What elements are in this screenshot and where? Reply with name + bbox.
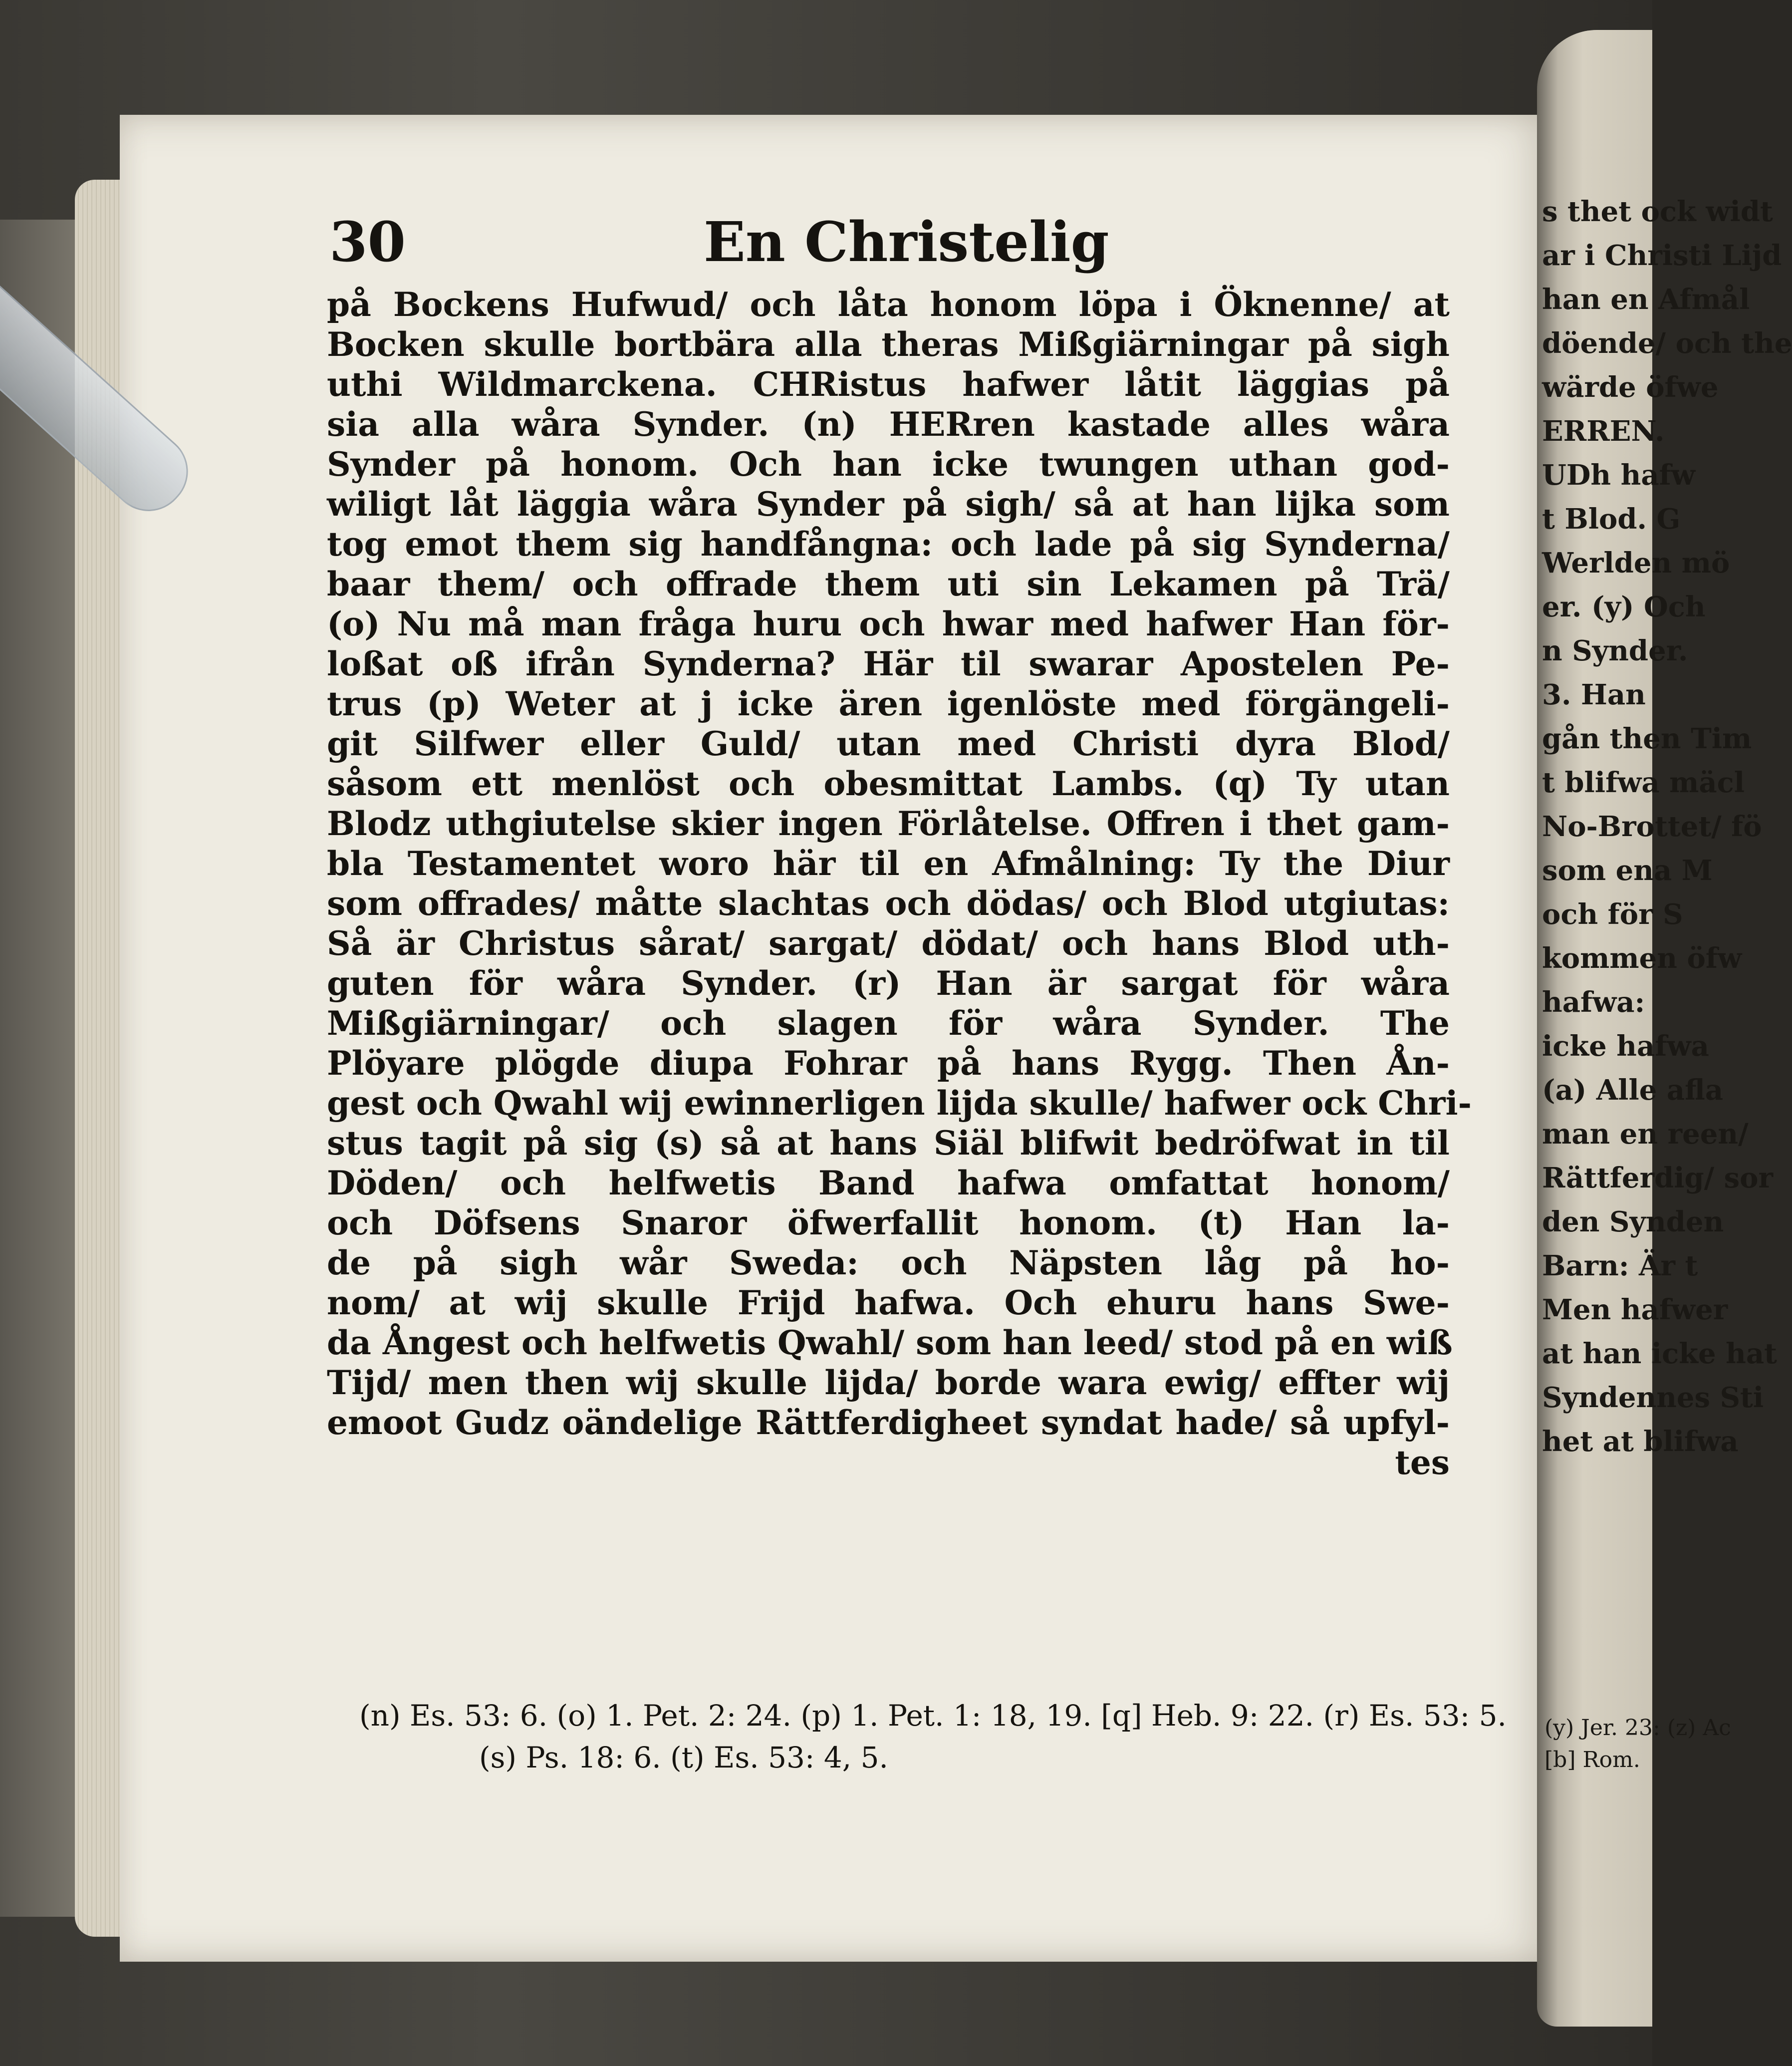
- text-line: de på sigh wår Sweda: och Näpsten låg på ho-: [327, 1243, 1450, 1282]
- catchword: tes: [1395, 1443, 1450, 1482]
- text-line: trus (p) Weter at j icke ären igenlöste med förgängeli-: [327, 684, 1450, 723]
- facing-line: som ena M: [1542, 854, 1713, 887]
- text-line: emoot Gudz oändelige Rättferdigheet syndat hade/ så upfyl-: [327, 1403, 1450, 1442]
- facing-line: er. (y) Och: [1542, 590, 1706, 623]
- facing-line: (a) Alle afla: [1542, 1074, 1724, 1107]
- facing-line: ERREN.: [1542, 415, 1665, 448]
- facing-line: at han icke hat: [1542, 1337, 1778, 1370]
- text-line: Tijd/ men then wij skulle lijda/ borde wara ewig/ effter wij: [327, 1363, 1450, 1402]
- text-line: Blodz uthgiutelse skier ingen Förlåtelse. Offren i thet gam-: [327, 804, 1450, 843]
- text-line: baar them/ och offrade them uti sin Lekamen på Trä/: [327, 565, 1450, 603]
- facing-line: n Synder.: [1542, 634, 1688, 667]
- page-title: En Christelig: [704, 210, 1109, 274]
- facing-line: wärde öfwe: [1542, 371, 1719, 404]
- facing-line: döende/ och the: [1542, 327, 1792, 360]
- facing-line: 3. Han: [1542, 678, 1646, 711]
- text-line: tog emot them sig handfångna: och lade på sig Synderna/: [327, 525, 1450, 564]
- text-line: på Bockens Hufwud/ och låta honom löpa i Öknenne/ at: [327, 285, 1450, 324]
- facing-line: UDh hafw: [1542, 459, 1695, 492]
- facing-page-text: [1542, 190, 1792, 1464]
- facing-line: kommen öfw: [1542, 942, 1742, 975]
- facing-line: Men hafwer: [1542, 1293, 1728, 1326]
- facing-line: t blifwa mäcl: [1542, 766, 1745, 799]
- footnote-line: (s) Ps. 18: 6. (t) Es. 53: 4, 5.: [479, 1741, 888, 1774]
- facing-note-line: [b] Rom.: [1544, 1747, 1640, 1772]
- text-line: uthi Wildmarckena. CHRistus hafwer låtit läggias på: [327, 365, 1450, 404]
- text-line: sia alla wåra Synder. (n) HERren kastade alles wåra: [327, 405, 1450, 444]
- facing-line: Werlden mö: [1542, 547, 1730, 580]
- facing-line: Syndennes Sti: [1542, 1381, 1764, 1414]
- facing-line: No-Brottet/ fö: [1542, 810, 1762, 843]
- text-line: bla Testamentet woro här til en Afmålning: Ty the Diur: [327, 844, 1450, 883]
- facing-line: och för S: [1542, 898, 1683, 931]
- text-line: Mißgiärningar/ och slagen för wåra Synder. The: [327, 1004, 1450, 1043]
- footnotes: [359, 1695, 1507, 1778]
- page-number: 30: [329, 210, 406, 274]
- facing-line: icke hafwa: [1542, 1030, 1709, 1063]
- text-line: Döden/ och helfwetis Band hafwa omfattat honom/: [327, 1164, 1450, 1202]
- text-line: Synder på honom. Och han icke twungen uthan god-: [327, 445, 1450, 484]
- text-line: som offrades/ måtte slachtas och dödas/ och Blod utgiutas:: [327, 884, 1450, 923]
- facing-note-line: (y) Jer. 23: (z) Ac: [1544, 1715, 1731, 1741]
- text-line: såsom ett menlöst och obesmittat Lambs. (q) Ty utan: [327, 764, 1450, 803]
- text-line: loßat oß ifrån Synderna? Här til swarar Apostelen Pe-: [327, 644, 1450, 683]
- text-line: gest och Qwahl wij ewinnerligen lijda skulle/ hafwer ock Chri-: [327, 1084, 1472, 1123]
- text-line: och Döfsens Snaror öfwerfallit honom. (t) Han la-: [327, 1203, 1450, 1242]
- facing-page-notes: [1544, 1712, 1731, 1776]
- footnote-line: (n) Es. 53: 6. (o) 1. Pet. 2: 24. (p) 1. Pet. 1: 18, 19. [q] Heb. 9: 22. (r) Es. 53: 5.: [359, 1699, 1507, 1733]
- body-text: [327, 285, 1472, 1482]
- text-line: Plöyare plögde diupa Fohrar på hans Rygg. Then Ån-: [327, 1044, 1450, 1083]
- text-line: Bocken skulle bortbära alla theras Mißgiärningar på sigh: [327, 325, 1450, 364]
- text-line: wiligt låt läggia wåra Synder på sigh/ så at han lijka som: [327, 485, 1450, 524]
- facing-line: s thet ock widt: [1542, 195, 1773, 228]
- facing-line: gån then Tim: [1542, 722, 1752, 755]
- facing-line: man en reen/: [1542, 1118, 1749, 1151]
- text-line: nom/ at wij skulle Frijd hafwa. Och ehuru hans Swe-: [327, 1283, 1450, 1322]
- facing-line: hafwa:: [1542, 986, 1645, 1019]
- text-line: Så är Christus sårat/ sargat/ dödat/ och hans Blod uth-: [327, 924, 1450, 963]
- text-line: da Ångest och helfwetis Qwahl/ som han leed/ stod på en wiß: [327, 1323, 1453, 1362]
- facing-line: den Synden: [1542, 1205, 1724, 1238]
- text-line: stus tagit på sig (s) så at hans Siäl blifwit bedröfwat in til: [327, 1124, 1450, 1163]
- text-line: guten för wåra Synder. (r) Han är sargat för wåra: [327, 964, 1450, 1003]
- facing-line: han en Afmål: [1542, 283, 1750, 316]
- facing-line: Rättferdig/ sor: [1542, 1162, 1773, 1194]
- facing-line: het at blifwa: [1542, 1425, 1739, 1458]
- text-line: git Silfwer eller Guld/ utan med Christi dyra Blod/: [327, 724, 1450, 763]
- facing-line: Barn: Är t: [1542, 1249, 1698, 1282]
- text-line: (o) Nu må man fråga huru och hwar med hafwer Han för-: [327, 604, 1450, 643]
- facing-line: t Blod. G: [1542, 503, 1681, 536]
- facing-line: ar i Christi Lijd: [1542, 239, 1782, 272]
